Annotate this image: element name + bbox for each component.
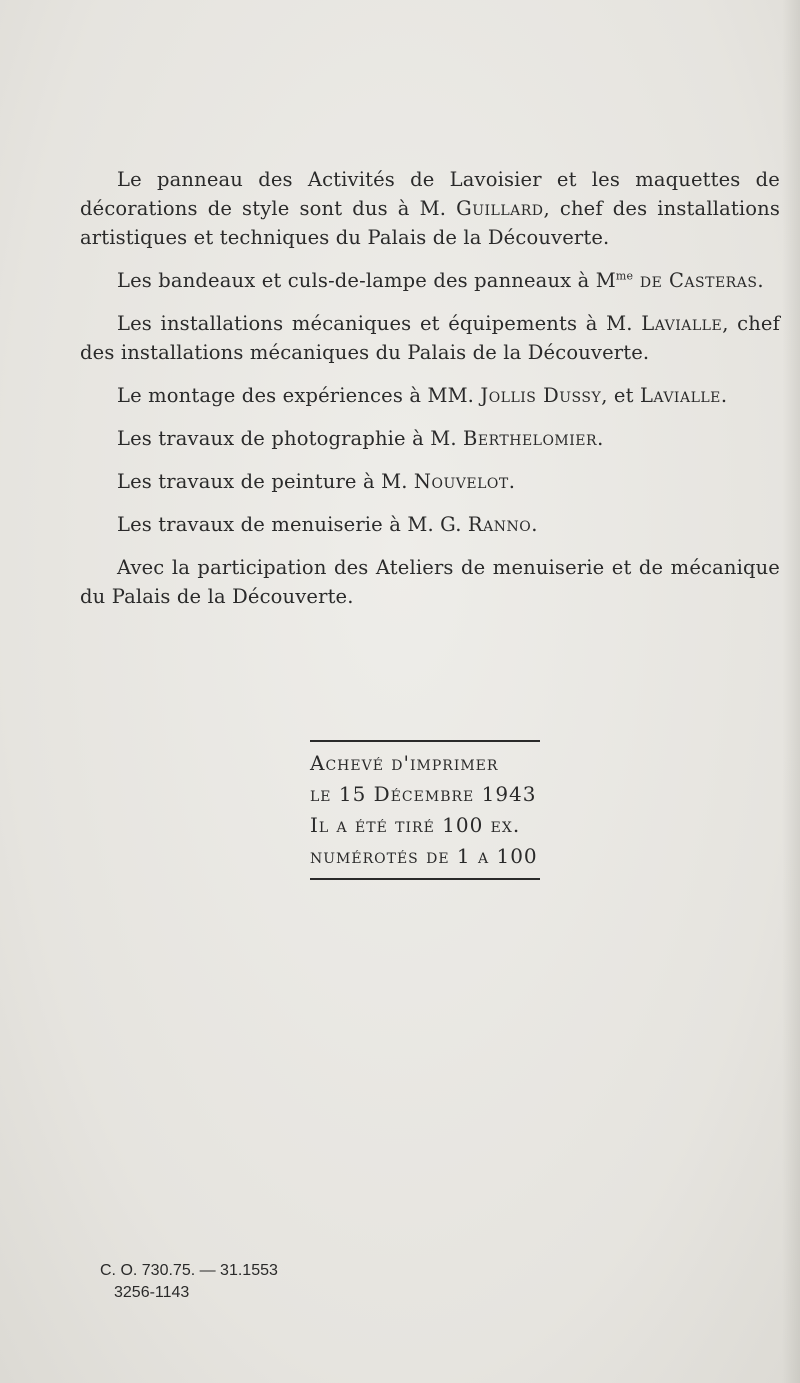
person-name: Guillard [456, 197, 544, 220]
person-name: Ranno [467, 513, 532, 536]
credit-paragraph-5 [80, 424, 780, 453]
colophon-line-3: Il a été tiré 100 ex. [310, 813, 521, 837]
person-name: de Casteras [633, 269, 758, 292]
person-name: Berthelomier [463, 427, 598, 450]
text: . [597, 427, 604, 450]
credit-paragraph-3 [80, 309, 780, 367]
text: , chef des installations artistiques et techniques du Palais de la Découverte. [80, 197, 780, 249]
text: Les installations mécaniques et équipements à M. [117, 312, 642, 335]
text: , et [601, 384, 640, 407]
text: Les travaux de photographie à M. [117, 427, 464, 450]
credits-text [80, 165, 780, 625]
credit-paragraph-1 [80, 165, 780, 252]
credit-paragraph-6 [80, 467, 780, 496]
text: Les bandeaux et culs-de-lampe des panneaux à M [117, 269, 616, 292]
text: Les travaux de menuiserie à M. G. [117, 513, 468, 536]
text: Avec la participation des Ateliers de menuiserie et de mécanique du Palais de la Découverte. [80, 556, 780, 608]
colophon [310, 740, 540, 880]
text: , chef des installations mécaniques du Palais de la Découverte. [80, 312, 780, 364]
text: . [720, 384, 728, 407]
colophon-line-4: numérotés de 1 a 100 [310, 844, 538, 868]
colophon-line-1: Achevé d'imprimer [310, 751, 499, 775]
colophon-line-2: le 15 Décembre 1943 [310, 782, 537, 806]
credit-paragraph-2 [80, 266, 780, 295]
person-name: Lavialle [641, 312, 723, 335]
text: Le panneau des Activités de Lavoisier et les maquettes de décorations de style sont dus à M. [80, 168, 780, 220]
text: . [531, 513, 538, 536]
person-name: Jollis Dussy [480, 384, 602, 407]
divider [310, 740, 540, 742]
text: . [508, 470, 516, 493]
credit-paragraph-7 [80, 510, 780, 539]
page-edge-shadow [782, 0, 800, 1383]
text: Le montage des expériences à MM. [117, 384, 481, 407]
credit-paragraph-8 [80, 553, 780, 611]
credit-paragraph-4 [80, 381, 780, 410]
superscript: me [615, 269, 634, 283]
divider [310, 878, 540, 880]
print-reference-line-2: 3256-1143 [114, 1284, 190, 1301]
person-name: Lavialle [639, 384, 721, 407]
print-reference [100, 1260, 278, 1304]
person-name: Nouvelot [413, 470, 509, 493]
text: Les travaux de peinture à M. [117, 470, 414, 493]
print-reference-line-1: C. O. 730.75. — 31.1553 [100, 1262, 278, 1279]
text: . [757, 269, 764, 292]
